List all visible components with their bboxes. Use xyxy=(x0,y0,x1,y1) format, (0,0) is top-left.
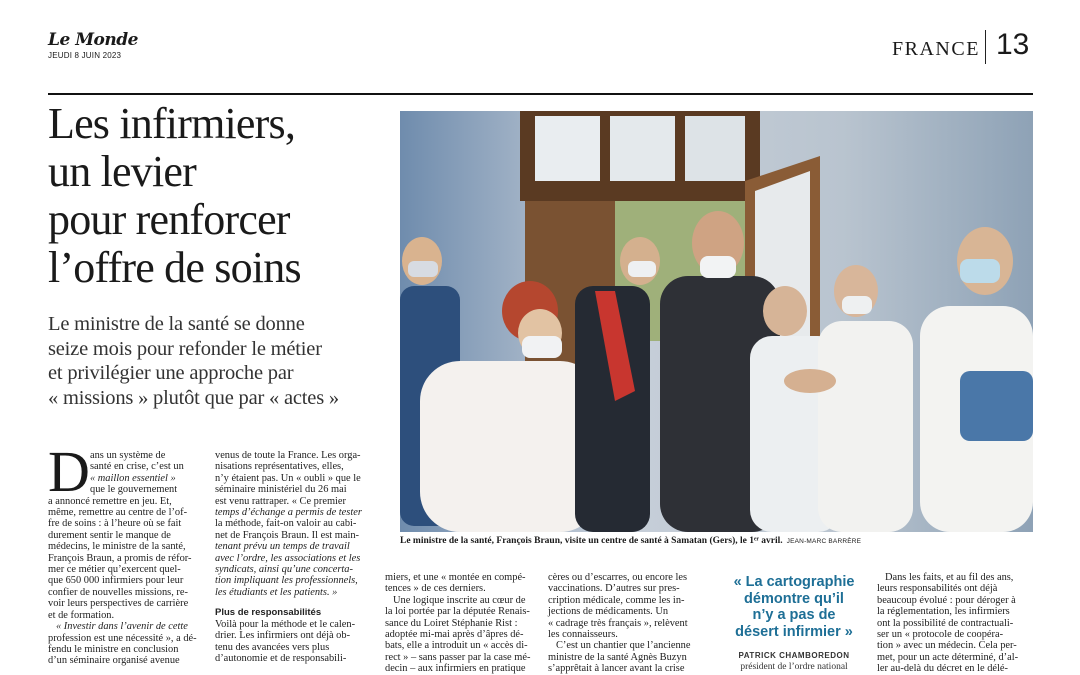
text-line: drier. Les infirmiers ont déjà ob- xyxy=(215,630,351,642)
text-line: venus de toute la France. Les orga- xyxy=(215,450,361,461)
text-line: syndicats, ainsi qu’une concerta- xyxy=(215,564,353,576)
text-line: ans un système de xyxy=(90,450,166,461)
text-line: Dans les faits, et au fil des ans, xyxy=(885,572,1014,583)
header-divider xyxy=(985,30,986,64)
text-line: et de formation. xyxy=(48,609,115,621)
text-line: voir leurs perspectives de carrière xyxy=(48,598,189,610)
pull-quote-line: n’y a pas de xyxy=(752,607,836,623)
photo-illustration xyxy=(400,111,1033,532)
text-line: temps d’échange a permis de tester xyxy=(215,507,362,519)
text-line: ser un « protocole de coopéra- xyxy=(877,629,1004,641)
text-line xyxy=(215,575,375,586)
text-line: d’autonomie et de responsabili- xyxy=(215,652,347,664)
text-line: les connaisseurs. xyxy=(548,629,618,641)
text-line: que 650 000 infirmiers pour leur xyxy=(48,575,184,587)
text-line: bats, elle a introduit un « accès di- xyxy=(385,640,528,652)
text-line: vaccinations. D’autres sur pres- xyxy=(548,583,680,595)
text-line: que le gouvernement xyxy=(90,484,178,496)
text-line: fre de soins : à l’heure où se fait xyxy=(48,518,182,530)
drop-cap: D xyxy=(48,439,90,504)
section-label: FRANCE xyxy=(892,38,980,60)
text-line xyxy=(215,553,375,564)
text-line: miers, et une « montée en compé- xyxy=(385,572,526,583)
text-line: fendu le ministre en conclusion xyxy=(48,643,179,655)
text-line xyxy=(215,507,375,518)
text-line: profession est une nécessité », a dé- xyxy=(48,632,197,644)
standfirst-line: Le ministre de la santé se donne xyxy=(48,313,305,335)
pull-quote-role: président de l’ordre national xyxy=(740,662,848,672)
text-line: nisations représentatives, elles, xyxy=(215,461,344,473)
text-line: tenu des avancées vers plus xyxy=(215,641,330,653)
article-column-3 xyxy=(385,572,535,675)
headline-line: un levier xyxy=(48,147,196,196)
text-line: ont la possibilité de contractuali- xyxy=(877,617,1014,629)
subheading: Plus de responsabilités xyxy=(215,607,322,619)
headline-line: Les infirmiers, xyxy=(48,99,296,148)
text-line: la loi portée par la députée Renais- xyxy=(385,606,530,618)
news-photo xyxy=(400,111,1033,532)
article-column-2 xyxy=(215,450,375,664)
text-line: sance du Loiret Stéphanie Rist : xyxy=(385,617,518,629)
text-line: a annoncé remettre en jeu. Et, xyxy=(48,495,172,507)
standfirst-line: « missions » plutôt que par « actes » xyxy=(48,386,339,409)
text-line: ministre de la santé Agnès Buzyn xyxy=(548,651,687,663)
pull-quote-line: « La cartographie xyxy=(733,574,855,590)
text-line: « cadrage très français », relèvent xyxy=(548,617,688,629)
text-line: tion » avec un médecin. Cela per- xyxy=(877,640,1017,652)
text-line: net de François Braun. Il est main- xyxy=(215,529,359,541)
text-line: François Braun, a promis de réfor- xyxy=(48,552,192,564)
text-line: jections de médicaments. Un xyxy=(548,606,669,618)
text-line: decin – aux infirmiers en pratique xyxy=(385,663,526,675)
headline-line: pour renforcer xyxy=(48,195,290,244)
text-line: tenant prévu un temps de travail xyxy=(215,541,350,553)
text-line: les étudiants et les patients. » xyxy=(215,586,338,598)
text-line: avec l’ordre, les associations et les xyxy=(215,552,361,564)
text-line: cères ou d’escarres, ou encore les xyxy=(548,572,688,583)
text-line: confier de nouvelles missions, re- xyxy=(48,586,188,598)
article-column-4 xyxy=(548,572,703,675)
pull-quote xyxy=(724,574,864,640)
standfirst-line: et privilégier une approche par xyxy=(48,362,294,384)
text-line: « Investir dans l’avenir de cette xyxy=(56,621,188,633)
text-line xyxy=(215,564,375,575)
pull-quote-author: PATRICK CHAMBOREDON xyxy=(738,651,850,660)
standfirst-line: seize mois pour refonder le métier xyxy=(48,337,322,360)
text-line: tion impliquant les professionnels, xyxy=(215,575,358,587)
text-line: C’est un chantier que l’ancienne xyxy=(556,640,691,652)
pull-quote-line: démontre qu’il xyxy=(744,590,844,607)
text-line: séminaire ministériel du 26 mai xyxy=(215,484,347,496)
text-line: met, pour un acte déterminé, d’al- xyxy=(877,651,1019,663)
text-line: « maillon essentiel » xyxy=(90,472,176,484)
text-line: tences » de ces derniers. xyxy=(385,583,486,595)
text-line: mer ce métier qu’exercent quel- xyxy=(48,564,181,576)
text-line: cription médicale, comme les in- xyxy=(548,594,685,606)
text-line xyxy=(215,587,375,598)
article-column-1 xyxy=(48,450,200,667)
top-rule xyxy=(48,93,1033,95)
headline-line: l’offre de soins xyxy=(48,243,301,292)
photo-credit: JEAN-MARC BARRÈRE xyxy=(786,538,862,545)
text-line: même, remettre au centre de l’of- xyxy=(48,507,188,519)
caption-text: Le ministre de la santé, François Braun, visite un centre de santé à Samatan (Gers), le 1ᵉʳ avril. xyxy=(400,536,783,546)
text-line: adoptée mi-mai après d’âpres dé- xyxy=(385,629,524,641)
text-line: Voilà pour la méthode et le calen- xyxy=(215,618,356,630)
masthead-logo: Le Monde xyxy=(48,30,138,50)
text-line: durement sentir le manque de xyxy=(48,529,171,541)
text-line: ler au-delà du décret en le délé- xyxy=(877,663,1008,675)
text-line: s’apprêtait à lancer avant la crise xyxy=(548,663,685,675)
text-line xyxy=(215,541,375,552)
page-number: 13 xyxy=(996,28,1030,61)
text-line: est venu rattraper. « Ce premier xyxy=(215,495,346,507)
text-line xyxy=(48,621,200,632)
photo-caption xyxy=(400,536,1033,546)
text-line xyxy=(48,473,200,484)
text-line: n’y étaient pas. Un « oubli » que le xyxy=(215,472,361,484)
headline xyxy=(48,100,378,292)
text-line: la méthode, fait-on valoir au cabi- xyxy=(215,518,357,530)
text-line: beaucoup évolué : pour déroger à xyxy=(877,594,1016,606)
text-line: la réglementation, les infirmiers xyxy=(877,606,1010,618)
standfirst xyxy=(48,312,388,410)
issue-date: JEUDI 8 JUIN 2023 xyxy=(48,51,122,60)
text-line: rect » – sans passer par la case mé- xyxy=(385,651,531,663)
text-line: santé en crise, c’est un xyxy=(90,461,184,473)
text-line: leurs responsabilités ont déjà xyxy=(877,583,998,595)
text-line: Une logique inscrite au cœur de xyxy=(393,594,526,606)
text-line: médecins, le ministre de la santé, xyxy=(48,541,186,553)
pull-quote-line: désert infirmier » xyxy=(735,623,853,640)
text-line: d’un séminaire organisé avenue xyxy=(48,655,180,667)
article-column-6 xyxy=(877,572,1033,675)
